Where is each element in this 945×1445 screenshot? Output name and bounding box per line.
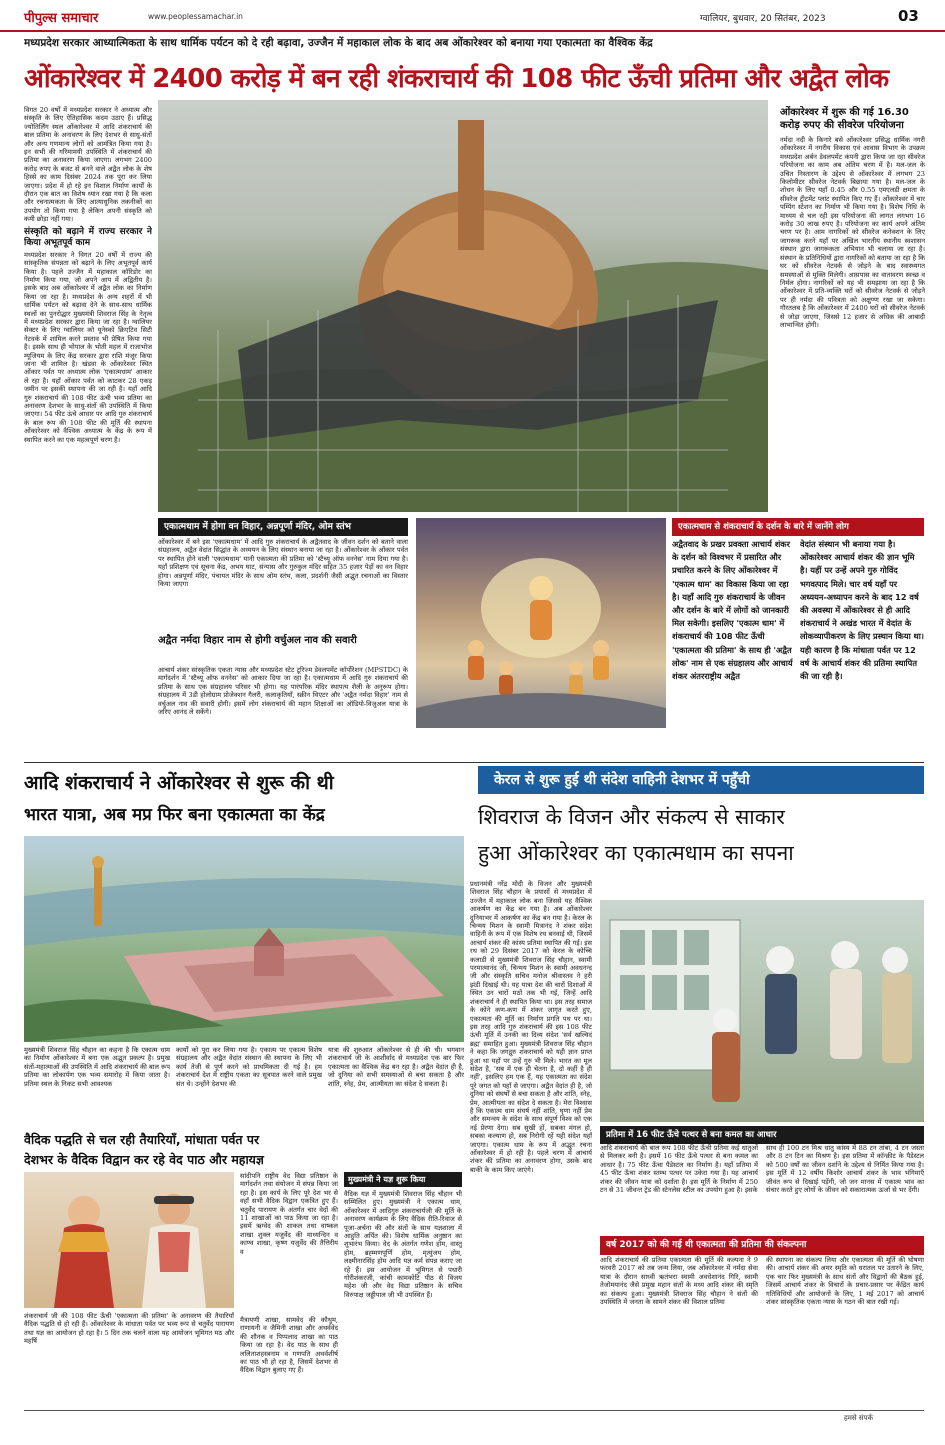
kerala-kicker-bar: केरल से शुरू हुई थी संदेश वाहिनी देशभर में पहुँची xyxy=(478,766,924,794)
sewerage-box-text: नर्मदा नदी के किनारे बसे ओंकारेश्वर प्रसिद्ध धार्मिक नगरी ओंकारेश्वर में नगरीय विकास एवं आवास विभाग के उपक्रम मध्यप्रदेश अर्बन डेवलपमेंट कंपनी द्वारा किया जा रहा सीवरेज परियोजना का काम अब अंतिम चरण में है। मल-जल के उचित निस्तारण के उद्देश्य से ओंकारेश्वर में लगभग 23 किलोमीटर सीवरेज नेटवर्क बिछाया गया है। मल-जल के शोधन के लिए यहाँ 0.45 और 0.55 एमएलडी क्षमता के सीवरेज ट्रीटमेंट प्लांट स्थापित किए गए हैं। ओंकारेश्वर में चार पम्पिंग स्टेशन का निर्माण भी किया गया है। विशेष निधि के माध्यम से चल रही इस परियोजना की लागत लगभग 16 करोड़ 30 लाख रुपए है। परियोजना का कार्य अपने अंतिम चरण पर है। आम नागरिकों को सीवरेज कनेक्शन के लिए जागरूक करने यहाँ पर अखिल भारतीय स्थानीय स्वशासन संस्थान द्वारा जागरूकता अभियान भी चलाया जा रहा है। संस्थान के प्रतिनिधियों द्वारा नागरिकों को बताया जा रहा है कि घर को सीवरेज नेटवर्क से जोड़ने के बाद स्वास्थ्यगत समस्याओं से मुक्ति मिलेगी। आसपास का वातावरण स्वच्छ व निर्मल होगा। नागरिकों को यह भी समझाया जा रहा है कि ओंकारेश्वर में प्रति-व्यक्ति घरों को सीवरेज नेटवर्क से जोड़ने पर ही नर्मदा की पवित्रता को अक्षुण्ण रखा जा सकेगा। गौरतलब है कि ओंकारेश्वर में 2400 घरों को सीवरेज नेटवर्क से जोड़ा जाएगा, जिससे 12 हजार से अधिक की आबादी लाभान्वित होगी। xyxy=(780,136,925,329)
lotus-title-bar: प्रतिमा में 16 फीट ऊँचे पत्थर से बना कमल का आधार xyxy=(600,1126,924,1144)
bharat-yatra-text-a: मुख्यमंत्री शिवराज सिंह चौहान का कहना है कि एकात्म धाम का निर्माण ओंकारेश्वर में बना एक अद्भुत प्रकल्प है। प्रमुख संतों-महात्माओं की उपस्थिति में आदि शंकराचार्य की बाल रूप प्रतिमा का लोकार्पण एक भव्य समारोह में किया जाता है। प्रतिमा स्थल के निकट सभी आवश्यक xyxy=(24,1046,170,1088)
footer-bar xyxy=(24,1410,924,1426)
culture-subhead: संस्कृति को बढ़ाने में राज्य सरकार ने किया अभूतपूर्व काम xyxy=(24,226,152,248)
shivraj-text-col-1: प्रधानमंत्री नरेंद्र मोदी के विजन और मुख्यमंत्री शिवराज सिंह चौहान के प्रयासों से मध्यप्रदेश में उज्जैन में महाकाल लोक बना जिससे यह वैश्विक आकर्षण का केंद्र बन गया है। अब ओंकारेश्वर दुनियाभर में आकर्षण का केंद्र बन गया है। केरल के चिन्मय मिशन के स्वामी मित्रानंद ने शंकर संदेश वाहिनी के रूप में एक विशेष रथ बनवाई थी, जिसमें आचार्य शंकर की कांस्य प्रतिमा स्थापित की गई। इस रथ को 29 दिसंबर 2017 को केरल के कोच्चि कलाडी से मुख्यमंत्री शिवराज सिंह चौहान, स्वामी परमात्मानंद जी, चिन्मय मिशन के स्वामी अवधनन्द जी और संस्कृति सचिव मनोज श्रीवास्तव ने हरी झंडी दिखाई थी। यह यात्रा देश की चारों दिशाओं में स्थित उन चारों मठों तक भी गई, जिन्हें आदि शंकराचार्य ने ही स्थापित किया था। इस तरह समाज के कोने कण-कण में शंकर जागृत करते हुए, एकात्मता की मूर्ति का निर्माण प्रगति पथ पर था। इस तरह आदि गुरु शंकराचार्य की इस 108 फीट ऊंची मूर्ति में उनकी का दिव्य संदेश 'सर्व खल्विदं ब्रह्म' समाहित हुआ। मुख्यमंत्री शिवराज सिंह चौहान ने कहा कि जगद्गुरु शंकराचार्य को यही ज्ञान प्राप्त हुआ था यहाँ पर उन्हें गुरु भी मिले। भारत का मूल संदेश है, 'सब में एक ही चेतना है, दो कहीं है ही नहीं', इसलिए हम एक हैं, यह एकात्मता का संदेश पूरे जगत को यहाँ से जाएगा। अद्वैत वेदांत ही है, जो दुनिया को संघर्षों से बचा सकता है और शांति, स्नेह, प्रेम, आत्मीयता का संदेश दे सकता है। मेरा विश्वास है कि एकात्म धाम संघर्ष नहीं शांति, घृणा नहीं प्रेम और समन्वय के संदेश के साथ संपूर्ण विश्व को एक नई प्रेरणा देगा। सब सुखी हों, सबका मंगल हो, सबका कल्याण हो, सब निरोगी रहें यही संदेश यहाँ जाएगा। एकात्म धाम के रूप में अद्भुत रचना ओंकारेश्वर में हो रही है। पहले चरण में आचार्य शंकर की प्रतिमा का अनावरण होगा, उसके बाद बाकी के काम किए जाएंगे। xyxy=(470,880,592,1174)
bharat-yatra-text-b: कार्यों को पूरा कर लिया गया है। एकात्म पर एकात्म विशेष संग्रहालय और अद्वैत वेदांत संस्थान की स्थापना के लिए भी कार्य तेजी से पूर्ण करने को प्राथमिकता दी गई है। हम शंकराचार्य देश में राष्ट्रीय एकता का सूत्रपात करने वाले प्रमुख संत थे। उन्होंने देशभर की xyxy=(176,1046,322,1088)
shivraj-headline-1: शिवराज के विजन और संकल्प से साकार xyxy=(478,805,785,829)
yajna-title-bar: मुख्यमंत्री ने यज्ञ शुरू किया xyxy=(344,1172,462,1187)
yajna-text: वैदिक यज्ञ में मुख्यमंत्री शिवराज सिंह चौहान भी सम्मिलित हुए। मुख्यमंत्री ने एकात्म धाम, ओंकारेश्वर में आदिगुरु शंकराचार्यजी की मूर्ति के अनावरण कार्यक्रम के लिए वैदिक रीति-रिवाज से पूजा-अर्चना की और संतों के साथ यज्ञशाला में आहुति अर्पित की। विशेष धार्मिक अनुष्ठान का शुभारंभ किया। वेद के अंतर्गत गणेश होम, वास्तु होम, ब्रह्म्मणपूर्णि होम, मृत्युंजय होम, लक्ष्मीनारसिंह होम आदि यज्ञ कर्म संपन्न कराए जा रहे हैं। इस आयोजन में भूमिगत से पधारी गोरीशंकरजी, कांची कामकोटि पीठ से विजय महेश जी और वेद विद्या प्रतिष्ठान के सचिव विरुपाक्ष जड्डीपाल जी भी उपस्थित हैं। xyxy=(344,1190,462,1299)
sewerage-box-title: ओंकारेश्वर में शुरू की गई 16.30 करोड़ रुपए की सीवरेज परियोजना xyxy=(780,107,909,131)
top-kicker: मध्यप्रदेश सरकार आध्यात्मिकता के साथ धार्मिक पर्यटन को दे रही बढ़ावा, उज्जैन में महाकाल लोक के बाद अब ओंकारेश्वर को बनाया गया एकात्मता का वैश्विक केंद्र xyxy=(24,37,653,49)
lotus-text-2: साथ ही 100 टन मिश्र धातु कांस्य में 88 टन तांबा, 4 टन जस्ता और 8 टन टिन का मिश्रण है। इस प्रतिमा में कॉन्क्रीट के पैडेस्टल को 500 वर्षों का जीवन दर्शाने के उद्देश्य से निर्मित किया गया है। इस मूर्ति में 12 वर्षीय किशोर आचार्य शंकर के भाव भंगिमाएँ जीवंत रूप से दिखाई पड़ेंगी, जो जन मानस में एकात्म भाव का संचार करते हुए लोगों के जीवन को सकारात्मक ऊर्जा से भर देंगी। xyxy=(766,1144,924,1195)
ekatmadham-text-1: ओंकारेश्वर में बने इस 'एकात्मधाम' में आदि गुरु शंकराचार्य के अद्वैतवाद के जीवन दर्शन को बताने वाला संग्रहालय, अद्वैत वेदांत सिद्धांत के अध्ययन के लिए संस्थान बनाया जा रहा है। ओंकारेश्वर के ओंकार पर्वत पर स्थापित होने वाली 'एकात्मधाम' यानी एकात्मता की प्रतिमा को 'स्टैच्यू ऑफ वननेस' नाम दिया गया है। यहाँ प्रशिक्षण एवं सूचना केंद्र, अभय घाट, संन्यास और गुरुकुल मंदिर सहित 35 हजार पेड़ों का वन विहार होगा। अन्नपूर्णा मंदिर, पंचायत मंदिर के साथ ओम स्तंभ, कला, प्रदर्शनी जैसी अद्भुत रचनाओं का विस्तार किया जाएगा xyxy=(158,538,408,589)
cm-visit-photo xyxy=(600,900,924,1122)
bharat-yatra-text-c: यात्रा की शुरुआत ओंकारेश्वर से ही की थी। भगवान शंकराचार्य जी के आशीर्वाद से मध्यप्रदेश एक बार फिर एकात्मता का वैश्विक केंद्र बन रहा है। अद्वैत वेदांत ही है, जो दुनिया को सभी समस्याओं से बचा सकता है और शांति, स्नेह, प्रेम, आत्मीयता का संदेश दे सकता है। xyxy=(328,1046,464,1088)
top-headline: ओंकारेश्वर में 2400 करोड़ में बन रही शंकराचार्य की 108 फीट ऊँची प्रतिमा और अद्वैत लोक xyxy=(24,64,889,94)
y2017-text-1: आदि शंकराचार्य की प्रतिमा एकात्मता की मूर्ति की कल्पना ने 9 फरवरी 2017 को तब जन्म लिया, जब ओंकारेश्वर में नर्मदा सेवा यात्रा के दौरान साध्वी ऋतंभरा स्वामी अवधेशानंद गिरि, स्वामी तेजोमयानंद जैसे प्रमुख महान संतों के मध्य आदि शंकर की स्मृति का संकल्प हुआ। मुख्यमंत्री शिवराज सिंह चौहान ने संतों की उपस्थिति में जनता के सामने शंकर की विशाल प्रतिमा xyxy=(600,1256,758,1307)
vedic-caption: शंकराचार्य जी की 108 फीट ऊँची 'एकात्मता की प्रतिमा' के अनावरण की तैयारियाँ वैदिक पद्धति से हो रही हैं। ओंकारेश्वर के मांधाता पर्वत पर भव्य रूप से चतुर्वेद पारायण तथा यज्ञ का आयोजन हो रहा है। 5 दिन तक चलने वाला यह आयोजन भूमिगत मठ और महर्षि xyxy=(24,1312,234,1346)
cm-couple-photo xyxy=(24,1172,234,1308)
ekatma-dham-aerial-render xyxy=(24,836,464,1042)
page-number: 03 xyxy=(898,7,919,25)
lok-title-bar: एकात्मधाम से शंकराचार्य के दर्शन के बारे में जानेंगे लोग xyxy=(672,518,924,536)
shivraj-headline-2: हुआ ओंकारेश्वर का एकात्मधाम का सपना xyxy=(478,841,794,865)
top-story-column-left xyxy=(24,106,152,758)
ekatmadham-text-2: आचार्य शंकर सांस्कृतिक एकता न्यास और मध्यप्रदेश स्टेट टूरिज्म डेवलपमेंट कॉर्पोरेशन (MPSTDC) के मार्गदर्शन में 'स्टैच्यू ऑफ वननेस' को आकार दिया जा रहा है। एकात्मधाम में आदि गुरु शंकराचार्य की प्रतिमा के साथ एक संग्रहालय परिसर भी होगा। यह पारंपरिक मंदिर स्थापत्य शैली के अनुरूप होगा। संग्रहालय में 3डी होलोग्राम प्रोजेक्शन गैलरी, कलाकृतियाँ, स्क्रीन थिएटर और 'अद्वैत नर्मदा विहार' नाम से वर्चुअल नाव की सवारी होगी। इसमें लोग शंकराचार्य की महान शिक्षाओं का ऑडियो-विजुअल यात्रा के जरिए आनंद ले सकेंगे। xyxy=(158,666,408,717)
bharat-yatra-headline-2: भारत यात्रा, अब मप्र फिर बना एकात्मता का केंद्र xyxy=(24,805,325,825)
vedic-headline-1: वैदिक पद्धति से चल रही तैयारियाँ, मांधाता पर्वत पर xyxy=(24,1132,260,1147)
mid-divider xyxy=(24,762,924,763)
ekatmadham-title-bar: एकात्मधाम में होगा वन विहार, अन्नपूर्णा मंदिर, ओम स्तंभ xyxy=(158,518,408,536)
lok-text-1: अद्वैतवाद के प्रखर प्रवक्ता आचार्य शंकर के दर्शन को विश्वभर में प्रसारित और प्रचारित करने के लिए ओंकारेश्वर में 'एकात्म धाम' का विकास किया जा रहा है। यहाँ आदि गुरु शंकराचार्य के जीवन और दर्शन के बारे में लोगों को जानकारी मिल सकेगी। इसलिए 'एकात्म धाम' में शंकराचार्य की 108 फीट ऊँची 'एकात्मता की प्रतिमा' के साथ ही 'अद्वैत लोक' नाम से एक संग्रहालय और आचार्य शंकर अंतरराष्ट्रीय अद्वैत xyxy=(672,539,793,682)
y2017-text-2: की स्थापना का संकल्प लिया और एकात्मता की मूर्ति की घोषणा की। आचार्य शंकर की अमर स्मृति को धरातल पर उतारने के लिए, एक चार फिर मुख्यमंत्री के साथ संतों और विद्वानों की बैठक हुई, जिसमें आचार्य शंकर के विचारों के प्रचार-प्रसार पर केंद्रित कार्य गतिविधियों और आयोजनों के लिए, 1 मई 2017 को आचार्य शंकर सांस्कृतिक एकता न्यास के गठन की बात रखी गई। xyxy=(766,1256,924,1307)
vedic-headline-2: देशभर के वैदिक विद्वान कर रहे वेद पाठ और महायज्ञ xyxy=(24,1152,264,1167)
masthead xyxy=(0,0,945,32)
y2017-title-bar: वर्ष 2017 को की गई थी एकात्मता की प्रतिमा की संकल्पना xyxy=(600,1236,924,1255)
sewerage-side-box xyxy=(780,106,925,516)
statue-construction-photo xyxy=(158,100,768,512)
newspaper-logo: पीपुल्स समाचार xyxy=(24,11,99,26)
footer-credit: हमसे संपर्क xyxy=(844,1414,873,1422)
top-story-body-2: मध्यप्रदेश सरकार ने विगत 20 वर्षों में राज्य की सांस्कृतिक संपन्नता को बढ़ाने के लिए अभूतपूर्व कार्य किया है। पहले उज्जैन में महाकाल कॉरिडोर का निर्माण किया गया, जो अपने आप में अद्वितीय है। इसके बाद अब ओंकारेश्वर में अद्वैत लोक का निर्माण किया जा रहा है। मध्यप्रदेश के अन्य शहरों में भी धार्मिक पर्यटन को बढ़ावा देने के साथ-साथ धार्मिक स्थलों का पुनरोद्धार मुख्यमंत्री शिवराज सिंह के नेतृत्व में मध्यप्रदेश सरकार द्वारा किया जा रहा है। ग्वालियर सेक्टर के लिए ग्वालियर को यूनेस्को क्रिएटिव सिटी नेटवर्क में शामिल करने प्रस्ताव भी प्रेषित किया गया है। इसके साथ ही भोपाल के भोती महल में राजाभोज म्यूजियम के लिए केंद्र सरकार द्वारा राशि मंजूर किया जाना भी शामिल है। खंडवा के ओंकारेश्वर स्थित ओंकार पर्वत पर अध्यात्म लोक 'एकात्मधाम' आकार ले रहा है। यहाँ ओंकार पर्वत को काटकर 28 एकड़ जमीन पर इसकी स्थापना की जा रही है। यहाँ आदि गुरु शंकराचार्य की 108 फीट ऊंची भव्य प्रतिमा का अनावरण देशभर के साधु-संतों की उपस्थिति में किया जाएगा। 54 फीट ऊंचे आधार पर आदि गुरु शंकराचार्य के बाल रूप की 108 फीट की मूर्ति की स्थापना ओंकारेश्वर को वैश्विक अध्यात्म के केंद्र के रूप में स्थापित करने का एक महत्वपूर्ण चरण है। xyxy=(24,250,152,444)
lok-text-2: वेदांत संस्थान भी बनाया गया है। ओंकारेश्वर आचार्य शंकर की ज्ञान भूमि है। यहीं पर उन्हें अपने गुरु गोविंद भगवत्पाद मिले। चार वर्ष यहाँ पर अध्ययन-अध्यापन करने के बाद 12 वर्ष की अवस्था में ओंकारेश्वर से ही आदि शंकराचार्य ने अखंड भारत में वेदांत के लोकव्यापीकरण के लिए प्रस्थान किया था। यही कारण है कि मांधाता पर्वत पर 12 वर्ष के आचार्य शंकर की प्रतिमा स्थापित की जा रही है। xyxy=(800,539,924,682)
vedic-text-b: मैत्रायणी शाखा, सामवेद की कौथुम, राणायनी व जैमिनी शाखा और अथर्ववेद की शौनक व पिप्पलाद शाखा का पाठ किया जा रहा है। वेद पाठ के साथ ही ललिताशहस्त्रनाम व गणपति अथर्वशीर्ष का पाठ भी हो रहा है, जिसमें देशभर से वैदिक विद्वान बुलाए गए हैं। xyxy=(240,1316,338,1375)
dateline: ग्वालियर, बुधवार, 20 सितंबर, 2023 xyxy=(700,14,826,24)
lotus-text-1: आदि शंकराचार्य की बाल रूप 108 फीट ऊँची प्रतिमा कई धातुओं से मिलकर बनी है। इसमें 16 फीट ऊँचे पत्थर से बना कमल का आधार है। 75 फीट ऊँचा पैडेस्टल का निर्माण है। यहाँ प्रतिमा में 45 फीट ऊँचा शंकर स्तम्भ पत्थर पर उकेरा गया है। यह आचार्य शंकर की जीवन यात्रा को दर्शाता है। इस मूर्ति के निर्माण में 250 टन से 31 जीवन्त ट्रेड की स्टेनलेस स्टील का उपयोग हुआ है। इसके xyxy=(600,1144,758,1195)
vedic-text-a: सांदीपनि राष्ट्रीय वेद विद्या प्रतिष्ठान के मार्गदर्शन तथा संयोजन में संपन्न किया जा रहा है। इस कार्य के लिए पूरे देश भर से वहाँ सभी वैदिक विद्वान एकत्रित हुए हैं। चतुर्वेद पारायण के अंतर्गत चार वेदों की 11 शाखाओं का पाठ किया जा रहा है। इसमें ऋग्वेद की शाकल तथा वाष्कल शाखा शुक्ल यजुर्वेद की माध्यन्दिन व काण्व शाखा, कृष्ण यजुर्वेद की तैत्तिरीय व xyxy=(240,1172,338,1256)
shankaracharya-illustration xyxy=(416,518,666,728)
bharat-yatra-headline-1: आदि शंकराचार्य ने ओंकारेश्वर से शुरू की थी xyxy=(24,772,334,794)
website-url: www.peoplessamachar.in xyxy=(148,12,243,21)
advait-narmada-title: अद्वैत नर्मदा विहार नाम से होगी वर्चुअल नाव की सवारी xyxy=(158,635,357,646)
top-story-body-1: विगत 20 वर्षों में मध्यप्रदेश सरकार ने अध्यात्म और संस्कृति के लिए ऐतिहासिक कदम उठाए हैं। प्रसिद्ध ज्योतिर्लिंग स्थल ओंकारेश्वर में आदि शंकराचार्य की बाल प्रतिमा के अनावरण के लिए देशभर से साधु-संतों और अन्य गणमान्य लोगों को आमंत्रित किया गया है। इन सभी की गरिमामयी उपस्थिति में शंकराचार्य की प्रतिमा का अनावरण किया जाएगा। लगभग 2400 करोड़ रुपए के बजट से बनने वाले अद्वैत लोक के शेष हिस्से का काम दिसंबर 2024 तक पूरा कर लिया जाएगा। प्रदेश में हो रहे इन विशाल निर्माण कार्यों के दौरान एक बात का विशेष ध्यान रखा गया है कि कला और रचनात्मकता के लिए आत्याधुनिक तकनीकों का उपयोग तो किया गया है लेकिन अपनी संस्कृति को कमी छोड़ा नहीं गया। xyxy=(24,106,152,224)
